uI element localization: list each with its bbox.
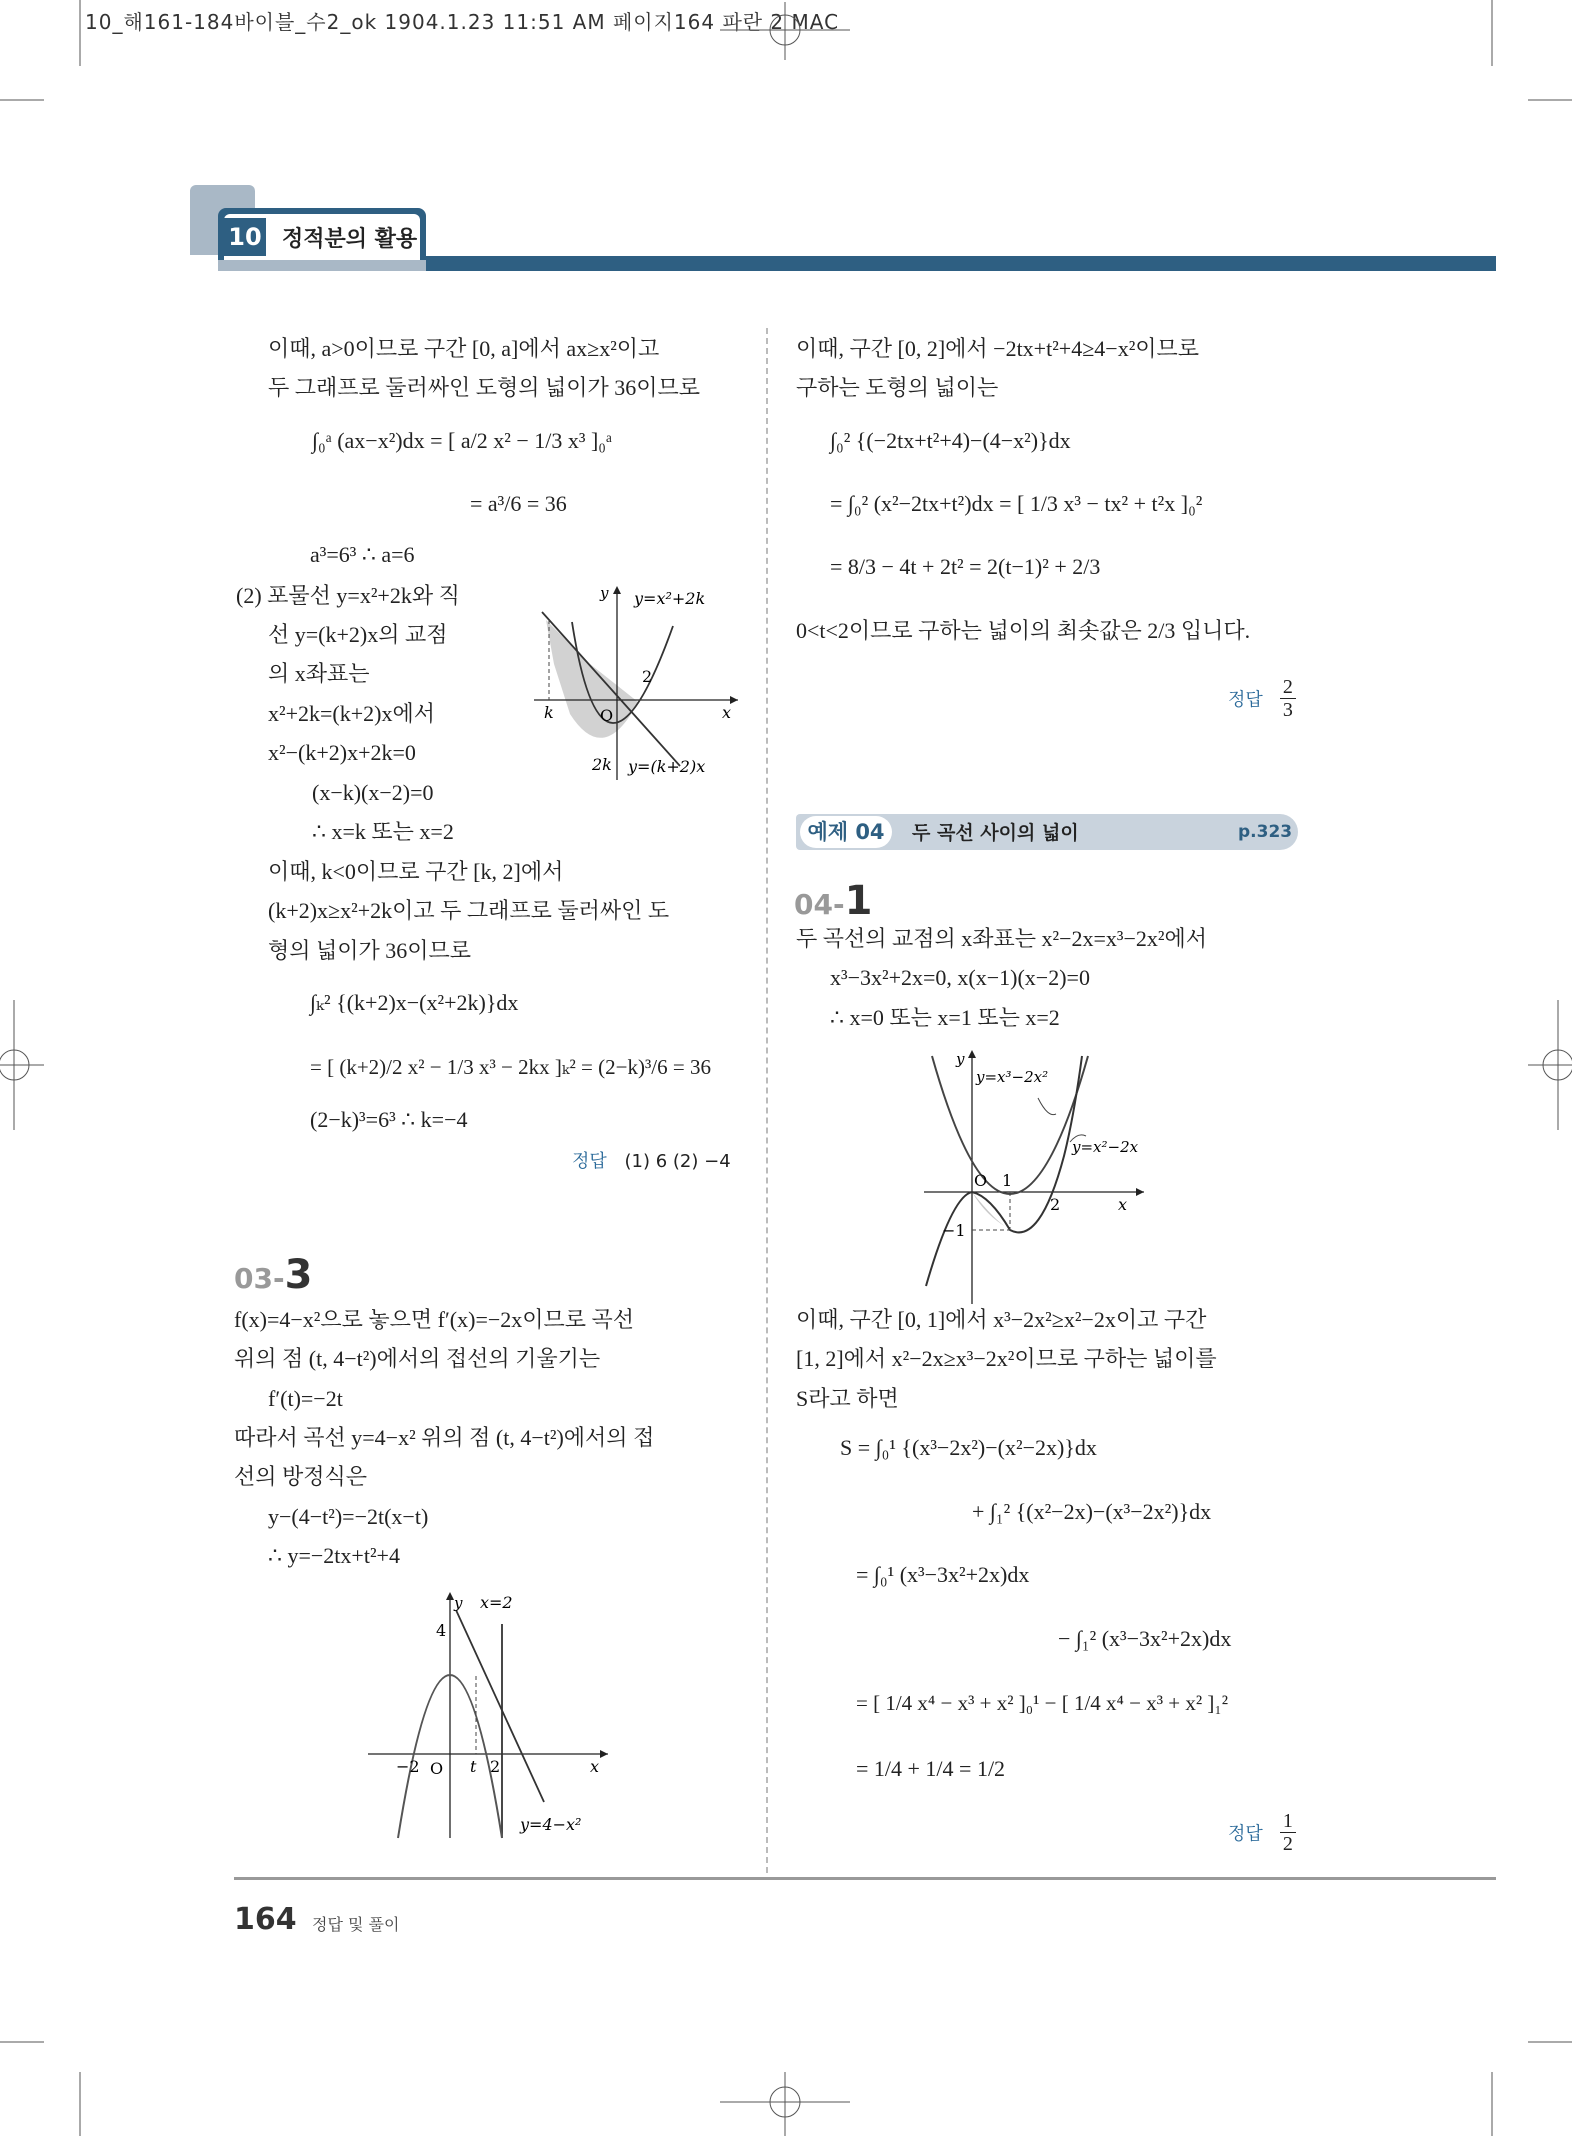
chapter-rule <box>426 256 1496 271</box>
graph-label: x <box>1118 1195 1128 1214</box>
fraction-numerator: 1 <box>1280 1810 1296 1833</box>
graph-label: O <box>974 1171 988 1190</box>
equation: ∫ₖ² {(k+2)x−(x²+2k)}dx <box>310 990 519 1015</box>
graph-label: 2 <box>490 1757 501 1776</box>
text-line: 형의 넓이가 36이므로 <box>268 938 472 963</box>
footer-section: 정답 및 풀이 <box>312 1915 400 1934</box>
equation: = [ (k+2)/2 x² − 1/3 x³ − 2kx ]ₖ² = (2−k)³/6 = 36 <box>310 1055 711 1079</box>
equation: x²+2k=(k+2)x에서 <box>268 701 435 726</box>
equation: ∫₀² {(−2tx+t²+4)−(4−x²)}dx <box>830 428 1071 453</box>
answer-label: 정답 <box>572 1151 607 1172</box>
problem-prefix: 04- <box>794 888 845 921</box>
graph-label: y <box>454 1594 463 1612</box>
graph-label: k <box>544 703 554 722</box>
equation: + ∫₁² {(x²−2x)−(x³−2x²)}dx <box>972 1499 1212 1524</box>
answer-value: (1) 6 (2) −4 <box>624 1151 731 1172</box>
equation: a³=6³ ∴ a=6 <box>310 542 415 567</box>
page-number: 164 <box>234 1902 297 1937</box>
problem-main: 3 <box>284 1252 313 1298</box>
problem-prefix: 03- <box>234 1262 285 1295</box>
graph-label: 2 <box>1050 1195 1061 1214</box>
example-badge: 예제 04 <box>800 816 892 848</box>
column-divider <box>766 328 768 1873</box>
x-axis-arrow <box>730 696 738 704</box>
graph-label: x=2 <box>480 1593 513 1612</box>
fraction-denominator: 3 <box>1282 699 1293 721</box>
y-axis-arrow <box>968 1050 976 1058</box>
label-pointer <box>1038 1098 1056 1115</box>
text-line: 위의 점 (t, 4−t²)에서의 접선의 기울기는 <box>234 1346 601 1371</box>
text-line: 이때, 구간 [0, 2]에서 −2tx+t²+4≥4−x²이므로 <box>796 336 1200 361</box>
text-line: S라고 하면 <box>796 1386 899 1411</box>
y-axis-arrow <box>446 1592 454 1600</box>
text-line: 두 곡선의 교점의 x좌표는 x²−2x=x³−2x²에서 <box>796 926 1208 951</box>
graph-label: y=x²+2k <box>634 589 706 608</box>
graph-label: y=x³−2x² <box>976 1068 1049 1086</box>
chapter-number: 10 <box>224 218 266 256</box>
graph-label: O <box>600 706 614 725</box>
equation: ∴ y=−2tx+t²+4 <box>268 1543 400 1568</box>
graph-label: y=x²−2x <box>1072 1138 1139 1156</box>
equation: = 1/4 + 1/4 = 1/2 <box>856 1756 1006 1781</box>
graph-label: O <box>430 1759 444 1778</box>
text-line: 선의 방정식은 <box>234 1464 368 1489</box>
graph-label: −2 <box>396 1757 420 1776</box>
answer-line-3 <box>1228 1810 1296 1855</box>
graph-label: x <box>590 1757 600 1776</box>
y-axis-arrow <box>613 586 621 594</box>
equation: x²−(k+2)x+2k=0 <box>268 740 416 765</box>
equation: y−(4−t²)=−2t(x−t) <box>268 1504 429 1529</box>
problem-main: 1 <box>844 878 873 924</box>
equation: = [ 1/4 x⁴ − x³ + x² ]₀¹ − [ 1/4 x⁴ − x³ + x² ]₁² <box>856 1691 1229 1715</box>
problem-number <box>794 878 872 924</box>
graph-label: 4 <box>436 1621 447 1640</box>
chapter-rule-gray <box>218 260 426 271</box>
equation: f′(t)=−2t <box>268 1386 343 1411</box>
fraction-numerator: 2 <box>1280 676 1296 699</box>
equation: = a³/6 = 36 <box>470 491 567 516</box>
graph-label: y <box>956 1050 965 1068</box>
graph-label: y=(k+2)x <box>628 757 706 776</box>
text-line: 두 그래프로 둘러싸인 도형의 넓이가 36이므로 <box>268 375 701 400</box>
equation: (x−k)(x−2)=0 <box>312 780 434 805</box>
text-line: 이때, 구간 [0, 1]에서 x³−2x²≥x²−2x이고 구간 <box>796 1307 1207 1332</box>
equation: S = ∫₀¹ {(x³−2x²)−(x²−2x)}dx <box>840 1435 1097 1460</box>
chapter-title: 정적분의 활용 <box>282 227 418 252</box>
equation: = ∫₀¹ (x³−3x²+2x)dx <box>856 1562 1030 1587</box>
shaded-region <box>546 620 638 738</box>
problem-number <box>234 1252 312 1298</box>
example-title: 두 곡선 사이의 넓이 <box>912 822 1079 844</box>
x-axis-arrow <box>1136 1188 1144 1196</box>
graph-label: 1 <box>1002 1171 1013 1190</box>
answer-line-2 <box>1228 676 1296 721</box>
graph-two-curves <box>912 1046 1152 1306</box>
answer-label: 정답 <box>1228 1823 1263 1845</box>
graph-tangent <box>360 1590 610 1840</box>
example-page: p.323 <box>1238 822 1293 842</box>
graph-label: y=4−x² <box>520 1815 582 1834</box>
text-line: [1, 2]에서 x²−2x≥x³−2x²이므로 구하는 넓이를 <box>796 1346 1217 1371</box>
text-line: 의 x좌표는 <box>268 661 370 686</box>
equation: ∴ x=0 또는 x=1 또는 x=2 <box>830 1005 1060 1030</box>
answer-line-1 <box>572 1147 731 1173</box>
text-line: 선 y=(k+2)x의 교점 <box>268 622 448 647</box>
graph-label: 2 <box>642 667 653 686</box>
equation: (2−k)³=6³ ∴ k=−4 <box>310 1107 468 1132</box>
graph-parabola-line <box>530 582 740 782</box>
text-line: (k+2)x≥x²+2k이고 두 그래프로 둘러싸인 도 <box>268 898 670 923</box>
text-line: 0<t<2이므로 구하는 넓이의 최솟값은 2/3 입니다. <box>796 618 1251 643</box>
equation: = ∫₀² (x²−2tx+t²)dx = [ 1/3 x³ − tx² + t²x ]₀² <box>830 491 1203 516</box>
fraction-denominator: 2 <box>1282 1833 1293 1855</box>
text-line: (2) 포물선 y=x²+2k와 직 <box>236 583 460 608</box>
answer-fraction <box>1280 1810 1296 1855</box>
print-header: 10_해161-184바이블_수2_ok 1904.1.23 11:51 AM 페이지164 파란 2 MAC <box>85 10 840 34</box>
graph-label: x <box>722 703 732 722</box>
equation: − ∫₁² (x³−3x²+2x)dx <box>1058 1626 1232 1651</box>
shaded-region <box>972 1192 1008 1228</box>
graph-label: −1 <box>942 1221 966 1240</box>
text-line: 따라서 곡선 y=4−x² 위의 점 (t, 4−t²)에서의 접 <box>234 1425 655 1450</box>
equation: ∫₀ᵃ (ax−x²)dx = [ a/2 x² − 1/3 x³ ]₀ᵃ <box>312 428 612 453</box>
equation: = 8/3 − 4t + 2t² = 2(t−1)² + 2/3 <box>830 554 1101 579</box>
graph-label: y <box>600 584 609 602</box>
x-axis-arrow <box>600 1750 608 1758</box>
graph-label: t <box>470 1757 477 1776</box>
text-line: 이때, k<0이므로 구간 [k, 2]에서 <box>268 859 564 884</box>
answer-fraction <box>1280 676 1296 721</box>
footer-rule <box>234 1877 1496 1880</box>
equation: x³−3x²+2x=0, x(x−1)(x−2)=0 <box>830 965 1090 990</box>
text-line: 이때, a>0이므로 구간 [0, a]에서 ax≥x²이고 <box>268 336 660 361</box>
equation: ∴ x=k 또는 x=2 <box>312 819 454 844</box>
text-line: f(x)=4−x²으로 놓으면 f′(x)=−2x이므로 곡선 <box>234 1307 635 1332</box>
graph-label: 2k <box>592 755 612 774</box>
text-line: 구하는 도형의 넓이는 <box>796 375 999 400</box>
answer-label: 정답 <box>1228 689 1263 711</box>
